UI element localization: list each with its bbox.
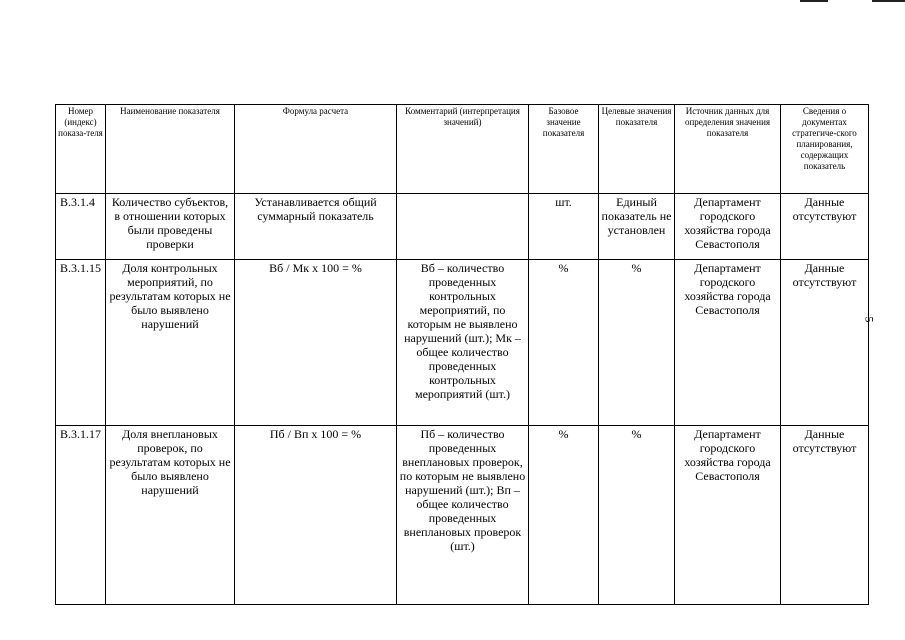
cell-data-source: Департамент городского хозяйства города Севастополя [675,260,781,426]
cell-index: В.3.1.15 [56,260,106,426]
page-number: 5 [862,316,877,323]
cell-index: В.3.1.4 [56,194,106,260]
header-formula: Формула расчета [235,105,397,194]
table-row [56,426,869,605]
table-row [56,260,869,426]
cell-formula: Вб / Мк х 100 = % [235,260,397,426]
cell-formula: Пб / Вп х 100 = % [235,426,397,605]
cell-comment: Пб – количество проведенных внеплановых проверок, по которым не выявлено нарушений (шт.); Вп – общее количество проведенных внеплановых проверок (шт.) [397,426,529,605]
cell-data-source: Департамент городского хозяйства города Севастополя [675,194,781,260]
header-base-value: Базовое значение показателя [529,105,599,194]
header-planning-docs: Сведения о документах стратегиче-ского планирования, содержащих показатель [781,105,869,194]
header-comment: Комментарий (интерпретация значений) [397,105,529,194]
table-row [56,194,869,260]
scan-mark-right [872,0,905,2]
cell-name: Доля контрольных мероприятий, по результатам которых не было выявлено нарушений [106,260,235,426]
cell-target-value: Единый показатель не установлен [599,194,675,260]
cell-data-source: Департамент городского хозяйства города Севастополя [675,426,781,605]
header-data-source: Источник данных для определения значения показателя [675,105,781,194]
cell-comment: Вб – количество проведенных контрольных мероприятий, по которым не выявлено нарушений (шт.); Мк – общее количество проведенных контрольных мероприятий (шт.) [397,260,529,426]
cell-base-value: шт. [529,194,599,260]
cell-formula: Устанавливается общий суммарный показатель [235,194,397,260]
cell-target-value: % [599,260,675,426]
cell-planning-docs: Данные отсутствуют [781,260,869,426]
header-target-values: Целевые значения показателя [599,105,675,194]
cell-index: В.3.1.17 [56,426,106,605]
scan-mark-left [800,0,828,2]
cell-base-value: % [529,426,599,605]
cell-comment [397,194,529,260]
header-name: Наименование показателя [106,105,235,194]
cell-planning-docs: Данные отсутствуют [781,194,869,260]
cell-base-value: % [529,260,599,426]
cell-planning-docs: Данные отсутствуют [781,426,869,605]
table-header-row [56,105,869,194]
cell-target-value: % [599,426,675,605]
cell-name: Количество субъектов, в отношении которых были проведены проверки [106,194,235,260]
indicators-table [55,104,869,605]
header-index: Номер (индекс) показа-теля [56,105,106,194]
cell-name: Доля внеплановых проверок, по результатам которых не было выявлено нарушений [106,426,235,605]
